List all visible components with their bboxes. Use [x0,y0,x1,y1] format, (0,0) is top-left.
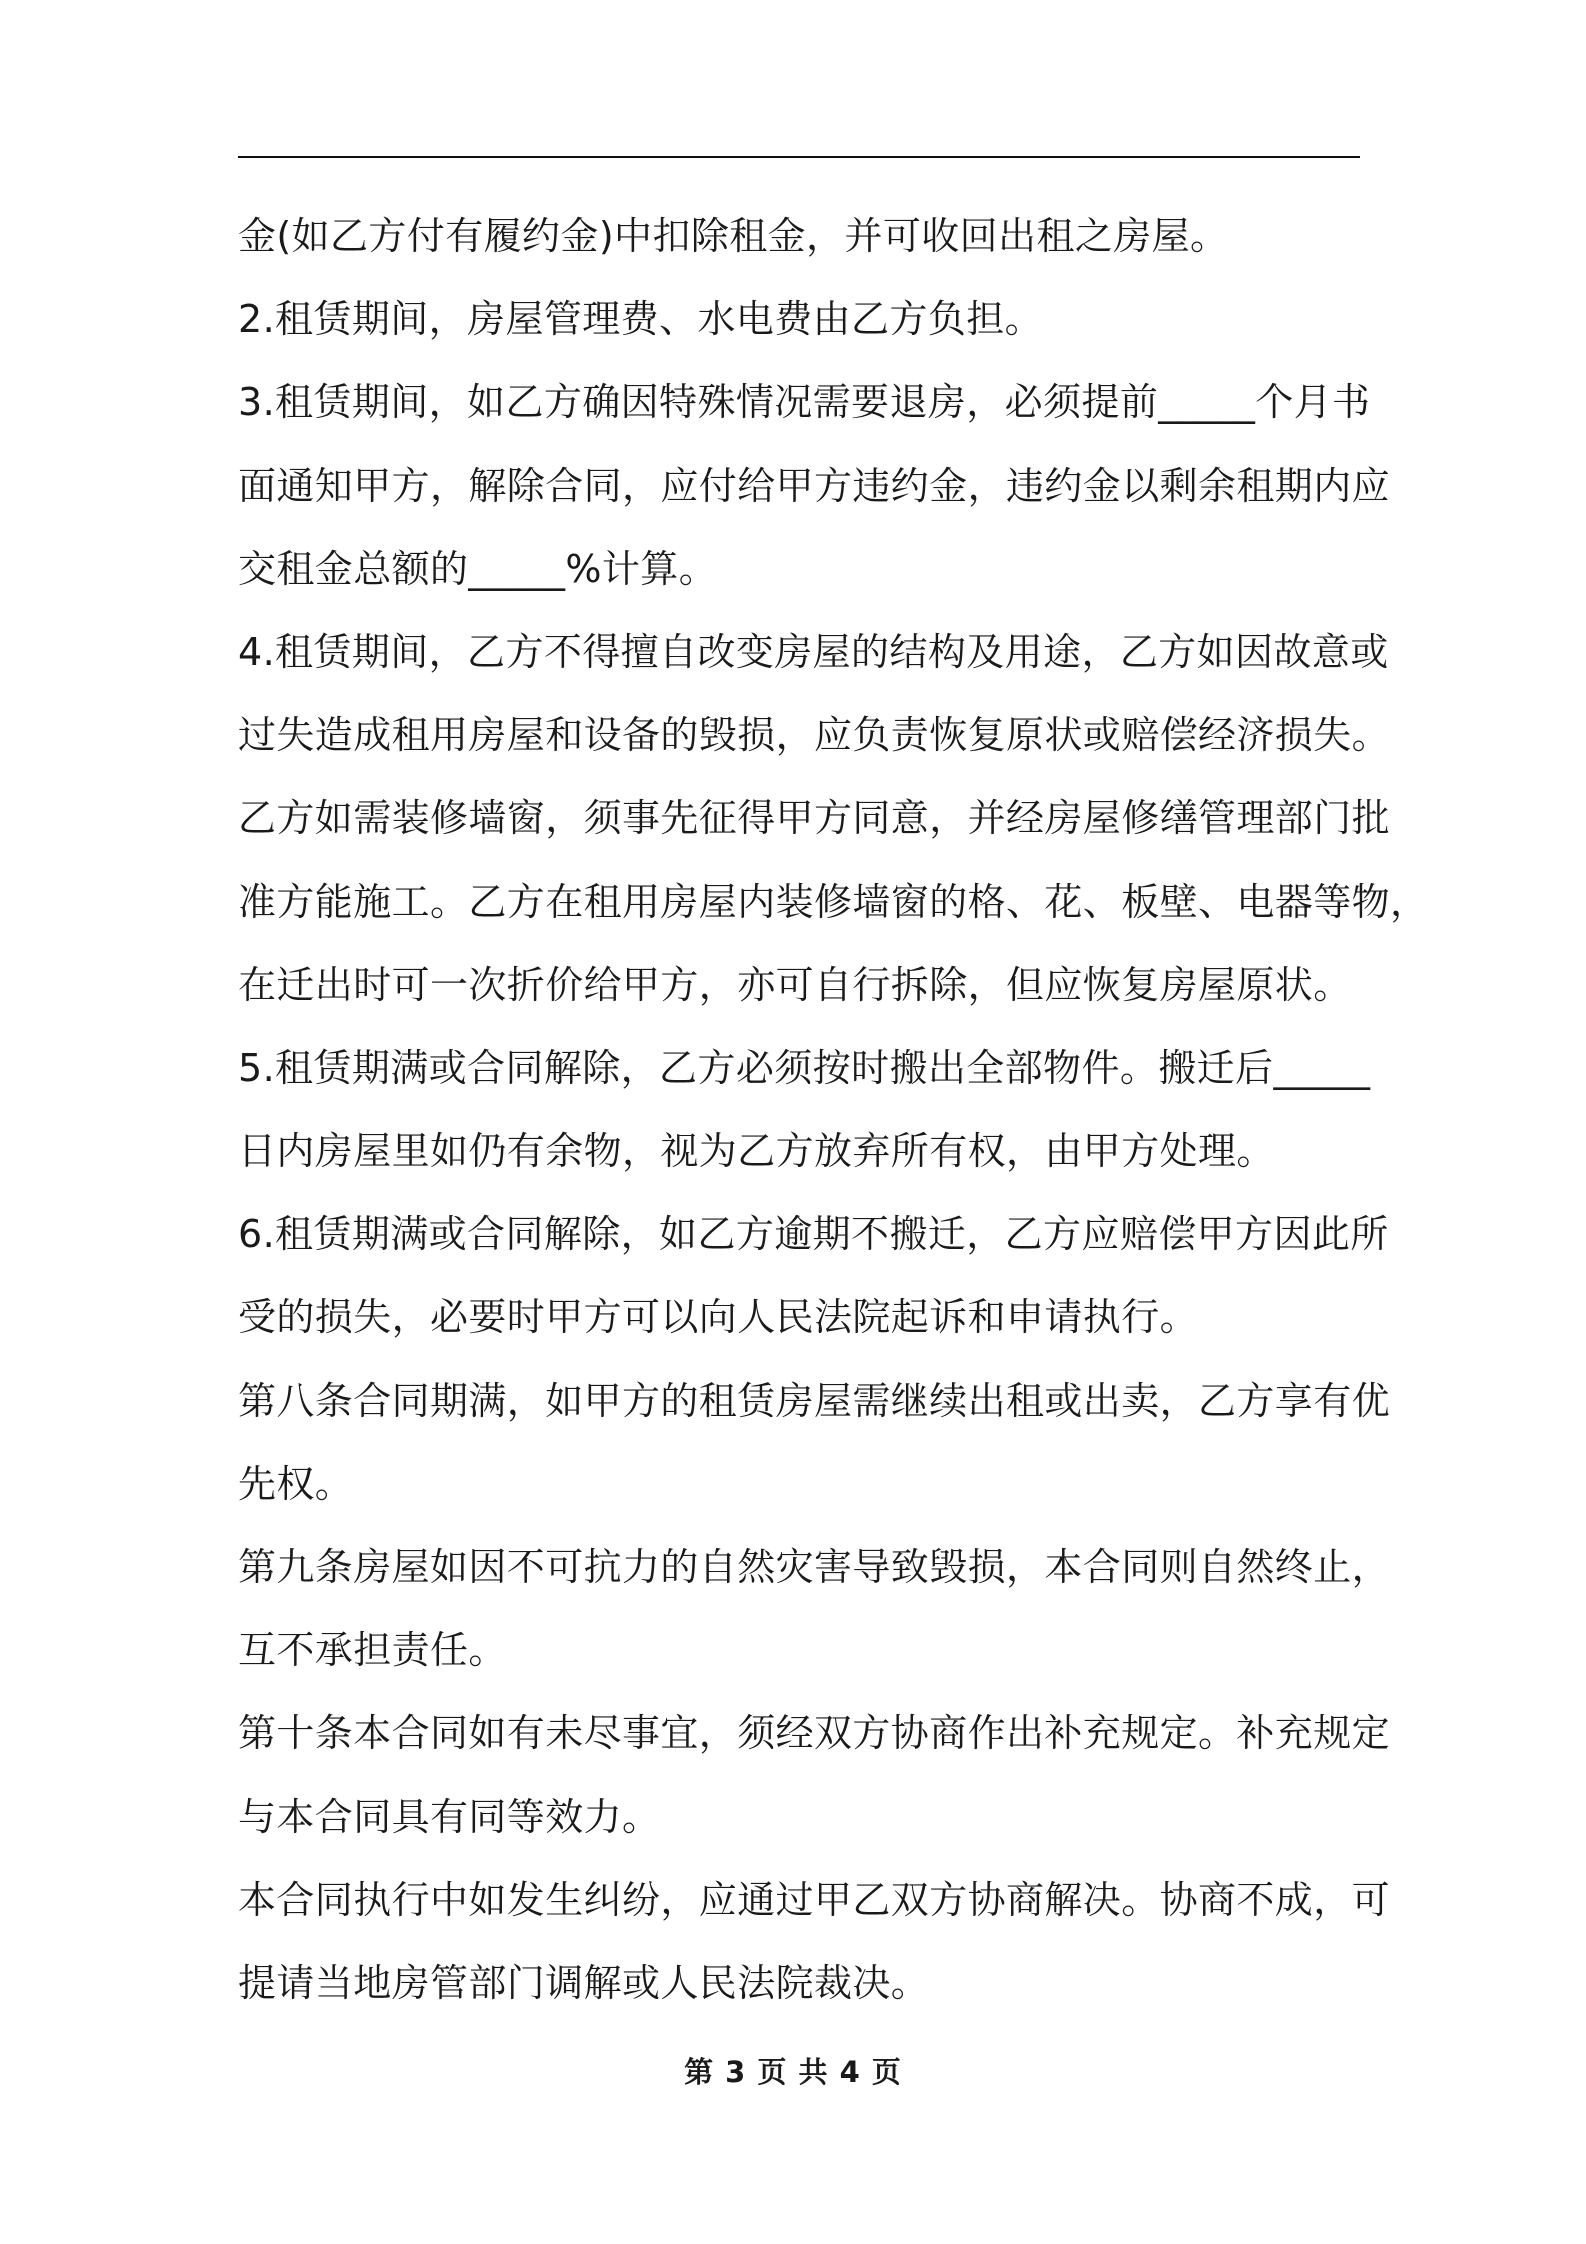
text-line: 与本合同具有同等效力。 [238,1794,661,1839]
text-line: 交租金总额的_____%计算。 [238,546,718,591]
text-line: 金(如乙方付有履约金)中扣除租金，并可收回出租之房屋。 [238,214,1229,258]
text-line: 过失造成租用房屋和设备的毁损，应负责恢复原状或赔偿经济损失。 [238,713,1391,758]
text-line: 互不承担责任。 [238,1628,507,1673]
text-line: 第八条合同期满，如甲方的租赁房屋需继续出租或出卖，乙方享有优 [238,1378,1391,1423]
text-line: 日内房屋里如仍有余物，视为乙方放弃所有权，由甲方处理。 [238,1129,1275,1174]
text-line: 2.租赁期间，房屋管理费、水电费由乙方负担。 [238,297,1044,342]
text-line: 本合同执行中如发生纠纷，应通过甲乙双方协商解决。协商不成，可 [238,1877,1391,1922]
document-body [238,195,1429,2025]
text-line: 先权。 [238,1461,354,1506]
text-line: 在迁出时可一次折价给甲方，亦可自行拆除，但应恢复房屋原状。 [238,962,1352,1007]
text-line: 提请当地房管部门调解或人民法院裁决。 [238,1960,930,2005]
header-rule [238,156,1360,158]
text-line: 第九条房屋如因不可抗力的自然灾害导致毁损，本合同则自然终止， [238,1545,1391,1589]
text-line: 6.租赁期满或合同解除，如乙方逾期不搬迁，乙方应赔偿甲方因此所 [238,1212,1389,1257]
page-number: 第 3 页 共 4 页 [684,2055,902,2089]
text-line: 第十条本合同如有未尽事宜，须经双方协商作出补充规定。补充规定 [238,1711,1391,1756]
text-line: 3.租赁期间，如乙方确因特殊情况需要退房，必须提前_____个月书 [238,380,1371,425]
text-line: 乙方如需装修墙窗，须事先征得甲方同意，并经房屋修缮管理部门批 [238,796,1391,841]
text-line: 5.租赁期满或合同解除，乙方必须按时搬出全部物件。搬迁后_____ [238,1045,1371,1090]
text-line: 4.租赁期间，乙方不得擅自改变房屋的结构及用途，乙方如因故意或 [238,629,1389,674]
text-line: 准方能施工。乙方在租用房屋内装修墙窗的格、花、板壁、电器等物， [238,879,1429,924]
text-line: 面通知甲方，解除合同，应付给甲方违约金，违约金以剩余租期内应 [238,463,1391,508]
text-line: 受的损失，必要时甲方可以向人民法院起诉和申请执行。 [238,1295,1199,1340]
